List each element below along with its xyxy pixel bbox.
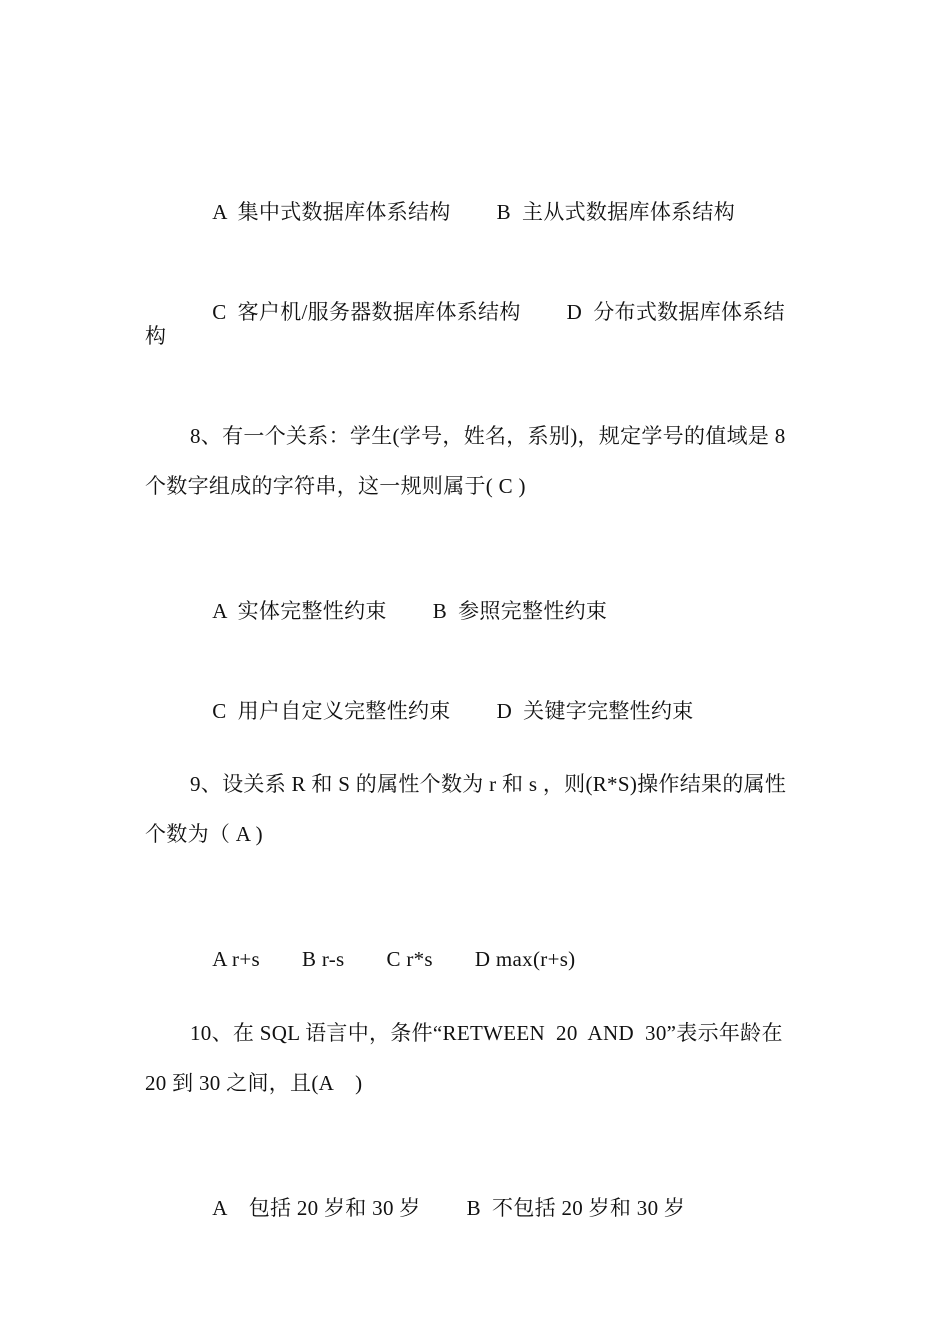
q8-option-b: B 参照完整性约束: [432, 599, 608, 623]
q9-options-row: [190, 920, 575, 998]
q9-stem-line-2: 个数为（ A ): [145, 822, 263, 846]
q7-options-row-2: [190, 273, 785, 351]
q7-option-b: B 主从式数据库体系结构: [496, 200, 736, 224]
q7-option-d-continuation: 构: [145, 324, 167, 348]
q7-option-a: A 集中式数据库体系结构: [212, 200, 451, 224]
q10-option-b: B 不包括 20 岁和 30 岁: [466, 1196, 686, 1220]
q8-stem-line-2: 个数字组成的字符串，这一规则属于( C ): [145, 474, 526, 498]
q10-stem-line-1: 10、在 SQL 语言中，条件“RETWEEN 20 AND 30”表示年龄在: [190, 1021, 783, 1045]
q7-options-row-1: [190, 173, 735, 251]
q8-options-row-1: [190, 572, 607, 650]
q7-option-d: D 分布式数据库体系结: [566, 300, 785, 324]
q9-option-b: B r-s: [301, 947, 345, 971]
q9-option-d: D max(r+s): [474, 947, 576, 971]
q10-options-row: [190, 1169, 685, 1247]
q8-option-c: C 用户自定义完整性约束: [212, 699, 451, 723]
q9-option-c: C r*s: [386, 947, 433, 971]
q10-option-a: A 包括 20 岁和 30 岁: [212, 1196, 421, 1220]
q7-option-c: C 客户机/服务器数据库体系结构: [212, 300, 521, 324]
q10-stem-line-2: 20 到 30 之间，且(A ): [145, 1071, 363, 1095]
q9-stem-line-1: 9、设关系 R 和 S 的属性个数为 r 和 s ，则(R*S)操作结果的属性: [190, 772, 787, 796]
q8-option-d: D 关键字完整性约束: [496, 699, 694, 723]
q8-options-row-2: [190, 672, 694, 750]
q9-option-a: A r+s: [212, 947, 260, 971]
q8-option-a: A 实体完整性约束: [212, 599, 387, 623]
q8-stem-line-1: 8、有一个关系：学生(学号，姓名，系别)，规定学号的值域是 8: [190, 424, 786, 448]
